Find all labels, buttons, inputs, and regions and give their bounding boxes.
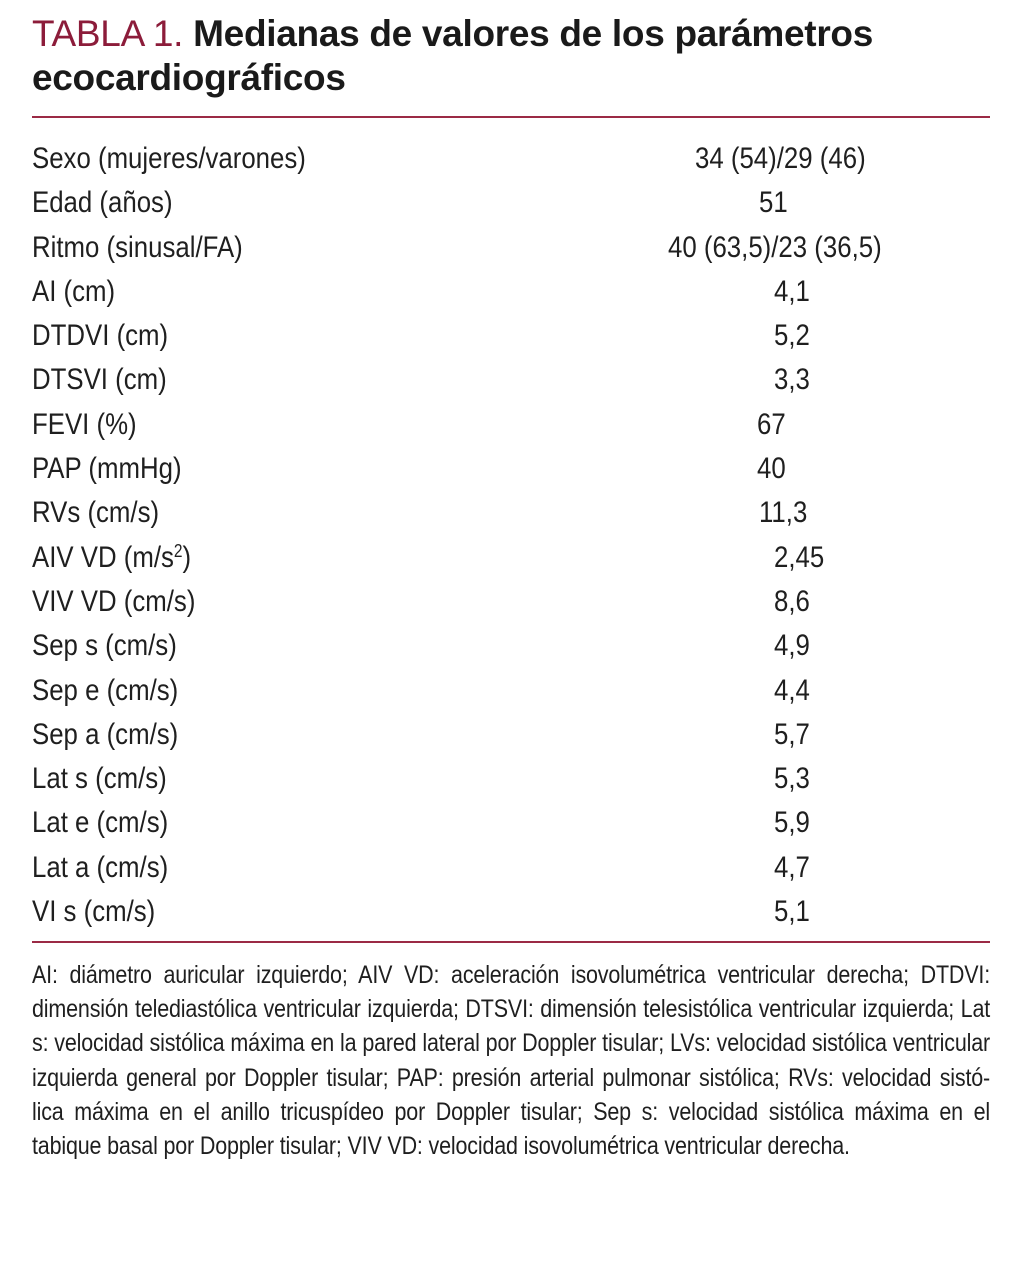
row-label: VIV VD (cm/s): [32, 584, 196, 618]
footnote-text: AI: diámetro auricular izquierdo; AIV VD: aceleración isovolumétrica ventricular derecha; DTDVI: dimensión telediastólica ventricular izquierda; DTSVI: dimensión telesistólica ventricular izquierda; Lat s: velocidad sistólica máxima en la pared lateral por Doppler tisular; LVs: velocidad sistólica ventricular izquierda general por Doppler tisular; PAP: presión arterial pulmonar sistólica; RVs: velocidad sistó-lica máxima en el anillo tricuspídeo por Doppler tisular; Sep s: velocidad sistólica máxima en el tabique basal por Doppler tisular; VIV VD: velocidad isovolumétrica ventricular derecha.: [32, 961, 991, 1161]
row-label: Sexo (mujeres/varones): [32, 142, 306, 175]
row-label: Edad (años): [32, 186, 173, 220]
bottom-divider: [32, 941, 990, 943]
row-label: Ritmo (sinusal/FA): [32, 230, 243, 264]
table-row: [32, 801, 990, 845]
table-row: [32, 580, 990, 624]
row-value: 3,3: [774, 363, 810, 397]
table-title: [32, 12, 992, 100]
row-label: DTSVI (cm): [32, 363, 167, 397]
row-label: RVs (cm/s): [32, 496, 160, 530]
row-value: 4,4: [774, 673, 810, 707]
table-row: [32, 181, 990, 225]
row-value: 4,7: [774, 850, 810, 884]
row-value: 2,45: [774, 540, 825, 574]
table-title-text: Medianas de valores de los parámetros ecocardiográficos: [32, 13, 874, 98]
table-row: [32, 226, 990, 270]
table-row: [32, 624, 990, 668]
parameter-list: [32, 137, 990, 934]
row-value: 51: [759, 186, 788, 220]
top-divider: [32, 116, 990, 118]
table-row: [32, 846, 990, 890]
row-label: FEVI (%): [32, 407, 137, 441]
table-row: [32, 358, 990, 402]
row-value: 40 (63,5)/23 (36,5): [668, 230, 882, 264]
row-value: 11,3: [759, 496, 808, 530]
row-value: 34 (54)/29 (46): [695, 142, 866, 175]
row-label: DTDVI (cm): [32, 319, 169, 353]
row-label: Sep s (cm/s): [32, 629, 177, 663]
table-row: [32, 447, 990, 491]
table-row: [32, 757, 990, 801]
row-label: PAP (mmHg): [32, 452, 182, 486]
row-label: Lat e (cm/s): [32, 806, 169, 840]
table-row: [32, 536, 990, 580]
table-row: [32, 713, 990, 757]
table-row: [32, 137, 990, 181]
row-value: 5,3: [774, 762, 810, 796]
row-label: Lat a (cm/s): [32, 850, 169, 884]
row-label: Lat s (cm/s): [32, 762, 167, 796]
table-row: [32, 669, 990, 713]
table-footnote: [32, 958, 990, 1163]
table-row: [32, 314, 990, 358]
row-label: Sep e (cm/s): [32, 673, 179, 707]
row-value: 67: [757, 407, 786, 441]
row-value: 4,1: [774, 274, 810, 308]
row-value: 4,9: [774, 629, 810, 663]
table-row: [32, 491, 990, 535]
row-label: AI (cm): [32, 274, 116, 308]
table-row: [32, 270, 990, 314]
row-value: 8,6: [774, 584, 810, 618]
table-row: [32, 403, 990, 447]
row-value: 40: [757, 452, 786, 486]
row-label: AIV VD $(m/s^2)$: [32, 540, 192, 574]
table-row: [32, 890, 990, 934]
row-label: Sep a (cm/s): [32, 717, 179, 751]
row-label: VI s (cm/s): [32, 895, 156, 929]
row-value: 5,7: [774, 717, 810, 751]
row-value: 5,1: [774, 895, 810, 929]
row-value: 5,9: [774, 806, 810, 840]
table-label: TABLA 1.: [32, 13, 184, 54]
row-value: 5,2: [774, 319, 810, 353]
